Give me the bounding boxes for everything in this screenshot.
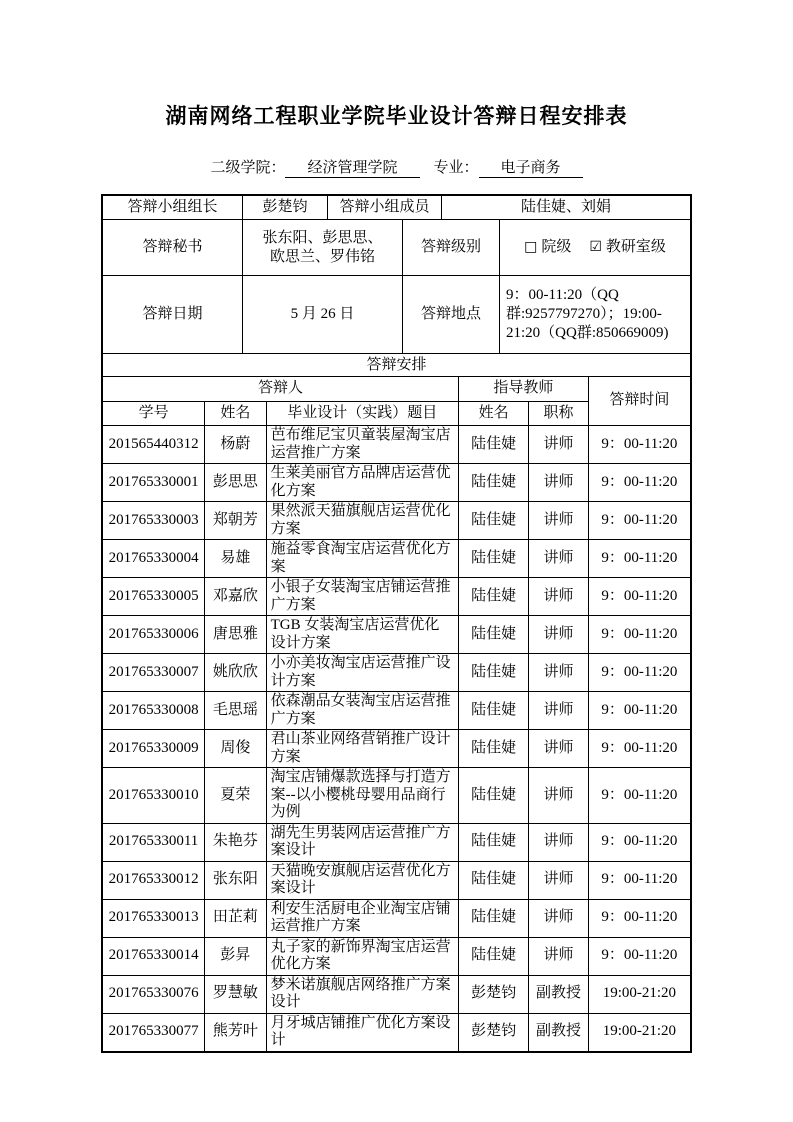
student-name-cell: 熊芳叶	[205, 1013, 266, 1051]
schedule-row	[103, 654, 690, 692]
project-title-cell: 湖先生男装网店运营推广方案设计	[266, 823, 458, 861]
advisor-name-cell: 陆佳婕	[458, 464, 528, 502]
defense-time-cell: 9：00-11:20	[588, 937, 690, 975]
defense-time-cell: 9：00-11:20	[588, 899, 690, 937]
defense-time-cell: 9：00-11:20	[588, 616, 690, 654]
advisor-rank-cell: 讲师	[529, 654, 588, 692]
schedule-group-header-row	[103, 377, 690, 402]
advisor-rank-cell: 讲师	[529, 578, 588, 616]
schedule-row	[103, 861, 690, 899]
defense-location-label: 答辩地点	[403, 276, 500, 353]
student-name-cell: 罗慧敏	[205, 975, 266, 1013]
student-id-cell: 201765330011	[103, 823, 205, 861]
student-id-cell: 201765330006	[103, 616, 205, 654]
project-title-cell: 丸子家的新饰界淘宝店运营优化方案	[266, 937, 458, 975]
advisor-name-cell: 陆佳婕	[458, 540, 528, 578]
defense-time-cell: 9：00-11:20	[588, 861, 690, 899]
project-title-cell: 淘宝店铺爆款选择与打造方案--以小樱桃母婴用品商行为例	[266, 768, 458, 824]
advisor-rank-cell: 讲师	[529, 899, 588, 937]
student-id-cell: 201565440312	[103, 426, 205, 464]
schedule-row	[103, 768, 690, 824]
group-leader-label: 答辩小组组长	[103, 196, 243, 219]
level-option-college-label: 院级	[541, 239, 572, 256]
student-name-cell: 杨蔚	[205, 426, 266, 464]
defense-time-cell: 9：00-11:20	[588, 730, 690, 768]
subtitle-row	[0, 156, 793, 178]
student-name-cell: 唐思雅	[205, 616, 266, 654]
schedule-row	[103, 540, 690, 578]
advisor-name-cell: 陆佳婕	[458, 502, 528, 540]
col-header-project-title: 毕业设计（实践）题目	[266, 402, 458, 426]
student-id-cell: 201765330012	[103, 861, 205, 899]
student-id-cell: 201765330010	[103, 768, 205, 824]
advisor-name-cell: 陆佳婕	[458, 823, 528, 861]
advisor-rank-cell: 讲师	[529, 464, 588, 502]
time-column-header: 答辩时间	[588, 377, 690, 426]
schedule-row	[103, 464, 690, 502]
advisor-name-cell: 陆佳婕	[458, 768, 528, 824]
student-name-cell: 易雄	[205, 540, 266, 578]
defense-level-label: 答辩级别	[403, 220, 500, 275]
project-title-cell: 施益零食淘宝店运营优化方案	[266, 540, 458, 578]
defense-time-cell: 19:00-21:20	[588, 975, 690, 1013]
student-id-cell: 201765330009	[103, 730, 205, 768]
advisor-group-header: 指导教师	[458, 377, 588, 402]
col-header-student-id: 学号	[103, 402, 205, 426]
advisor-rank-cell: 讲师	[529, 823, 588, 861]
advisor-name-cell: 彭楚钧	[458, 975, 528, 1013]
student-name-cell: 姚欣欣	[205, 654, 266, 692]
major-label: 专业：	[433, 160, 479, 176]
defense-time-cell: 9：00-11:20	[588, 692, 690, 730]
student-name-cell: 郑朝芳	[205, 502, 266, 540]
project-title-cell: 依森潮品女装淘宝店运营推广方案	[266, 692, 458, 730]
schedule-row	[103, 578, 690, 616]
project-title-cell: 果然派天猫旗舰店运营优化方案	[266, 502, 458, 540]
student-name-cell: 朱艳芬	[205, 823, 266, 861]
major-value: 电子商务	[479, 156, 583, 178]
advisor-name-cell: 彭楚钧	[458, 1013, 528, 1051]
student-name-cell: 彭思思	[205, 464, 266, 502]
defense-location-value: 9：00-11:20（QQ群:9257797270）；19:00-21:20（QQ群:850669009)	[506, 287, 669, 341]
defense-time-cell: 9：00-11:20	[588, 426, 690, 464]
college-label: 二级学院：	[210, 160, 286, 176]
project-title-cell: 芭布维尼宝贝童装屋淘宝店运营推广方案	[266, 426, 458, 464]
advisor-rank-cell: 讲师	[529, 768, 588, 824]
group-members-label: 答辩小组成员	[328, 196, 442, 219]
student-id-cell: 201765330008	[103, 692, 205, 730]
defense-level-options	[500, 220, 690, 275]
advisor-rank-cell: 讲师	[529, 861, 588, 899]
student-id-cell: 201765330007	[103, 654, 205, 692]
project-title-cell: 天猫晚安旗舰店运营优化方案设计	[266, 861, 458, 899]
schedule-row	[103, 1013, 690, 1051]
schedule-row	[103, 692, 690, 730]
defense-time-cell: 9：00-11:20	[588, 464, 690, 502]
student-name-cell: 邓嘉欣	[205, 578, 266, 616]
student-id-cell: 201765330076	[103, 975, 205, 1013]
student-id-cell: 201765330001	[103, 464, 205, 502]
info-row-secretary	[103, 220, 690, 276]
student-name-cell: 田芷莉	[205, 899, 266, 937]
advisor-name-cell: 陆佳婕	[458, 578, 528, 616]
student-name-cell: 周俊	[205, 730, 266, 768]
student-name-cell: 毛思瑶	[205, 692, 266, 730]
advisor-rank-cell: 讲师	[529, 426, 588, 464]
info-row-leader	[103, 196, 690, 220]
checkbox-checked-icon: ☑	[589, 239, 602, 256]
student-name-cell: 夏荣	[205, 768, 266, 824]
defense-time-cell: 19:00-21:20	[588, 1013, 690, 1051]
project-title-cell: 小亦美妆淘宝店运营推广设计方案	[266, 654, 458, 692]
project-title-cell: 月牙城店铺推广优化方案设计	[266, 1013, 458, 1051]
level-option-department	[589, 238, 666, 257]
advisor-name-cell: 陆佳婕	[458, 692, 528, 730]
advisor-rank-cell: 副教授	[529, 1013, 588, 1051]
advisor-rank-cell: 讲师	[529, 730, 588, 768]
project-title-cell: 利安生活厨电企业淘宝店铺运营推广方案	[266, 899, 458, 937]
college-value: 经济管理学院	[285, 156, 419, 178]
defense-time-cell: 9：00-11:20	[588, 768, 690, 824]
secretary-label: 答辩秘书	[103, 220, 243, 275]
student-name-cell: 张东阳	[205, 861, 266, 899]
group-members-value: 陆佳婕、刘娟	[520, 199, 611, 216]
defense-date-label: 答辩日期	[103, 276, 243, 353]
advisor-rank-cell: 讲师	[529, 540, 588, 578]
defense-time-cell: 9：00-11:20	[588, 654, 690, 692]
schedule-row	[103, 899, 690, 937]
advisor-name-cell: 陆佳婕	[458, 426, 528, 464]
student-name-cell: 彭昇	[205, 937, 266, 975]
defense-time-cell: 9：00-11:20	[588, 823, 690, 861]
advisor-name-cell: 陆佳婕	[458, 899, 528, 937]
advisor-rank-cell: 讲师	[529, 502, 588, 540]
advisor-name-cell: 陆佳婕	[458, 937, 528, 975]
level-option-college	[524, 238, 571, 257]
advisor-rank-cell: 讲师	[529, 692, 588, 730]
student-id-cell: 201765330014	[103, 937, 205, 975]
col-header-student-name: 姓名	[205, 402, 266, 426]
advisor-name-cell: 陆佳婕	[458, 654, 528, 692]
student-id-cell: 201765330004	[103, 540, 205, 578]
col-header-advisor-rank: 职称	[529, 402, 588, 426]
student-id-cell: 201765330003	[103, 502, 205, 540]
schedule-body	[103, 426, 690, 1051]
schedule-row	[103, 616, 690, 654]
col-header-advisor-name: 姓名	[458, 402, 528, 426]
advisor-rank-cell: 副教授	[529, 975, 588, 1013]
secretary-value: 张东阳、彭思思、欧思兰、罗伟铭	[243, 220, 403, 275]
group-leader-value: 彭楚钧	[243, 196, 328, 219]
schedule-row	[103, 426, 690, 464]
advisor-rank-cell: 讲师	[529, 616, 588, 654]
project-title-cell: TGB 女装淘宝店运营优化设计方案	[266, 616, 458, 654]
defense-date-value: 5 月 26 日	[243, 276, 403, 353]
schedule-row	[103, 502, 690, 540]
advisor-name-cell: 陆佳婕	[458, 861, 528, 899]
defender-group-header: 答辩人	[103, 377, 458, 402]
defense-time-cell: 9：00-11:20	[588, 540, 690, 578]
schedule-row	[103, 823, 690, 861]
project-title-cell: 小银子女装淘宝店铺运营推广方案	[266, 578, 458, 616]
advisor-rank-cell: 讲师	[529, 937, 588, 975]
defense-schedule-table	[101, 194, 692, 1053]
student-id-cell: 201765330013	[103, 899, 205, 937]
schedule-row	[103, 975, 690, 1013]
schedule-row	[103, 730, 690, 768]
defense-time-cell: 9：00-11:20	[588, 502, 690, 540]
checkbox-unchecked-icon: □	[524, 239, 538, 256]
section-title-defense-arrangement: 答辩安排	[103, 354, 690, 377]
schedule-table	[103, 377, 690, 1051]
advisor-name-cell: 陆佳婕	[458, 616, 528, 654]
advisor-name-cell: 陆佳婕	[458, 730, 528, 768]
student-id-cell: 201765330005	[103, 578, 205, 616]
level-option-department-label: 教研室级	[605, 239, 666, 256]
defense-time-cell: 9：00-11:20	[588, 578, 690, 616]
student-id-cell: 201765330077	[103, 1013, 205, 1051]
page-title: 湖南网络工程职业学院毕业设计答辩日程安排表	[165, 104, 628, 128]
project-title-cell: 君山茶业网络营销推广设计方案	[266, 730, 458, 768]
project-title-cell: 梦米诺旗舰店网络推广方案设计	[266, 975, 458, 1013]
schedule-row	[103, 937, 690, 975]
info-row-date-location	[103, 276, 690, 354]
project-title-cell: 生莱美丽官方品牌店运营优化方案	[266, 464, 458, 502]
